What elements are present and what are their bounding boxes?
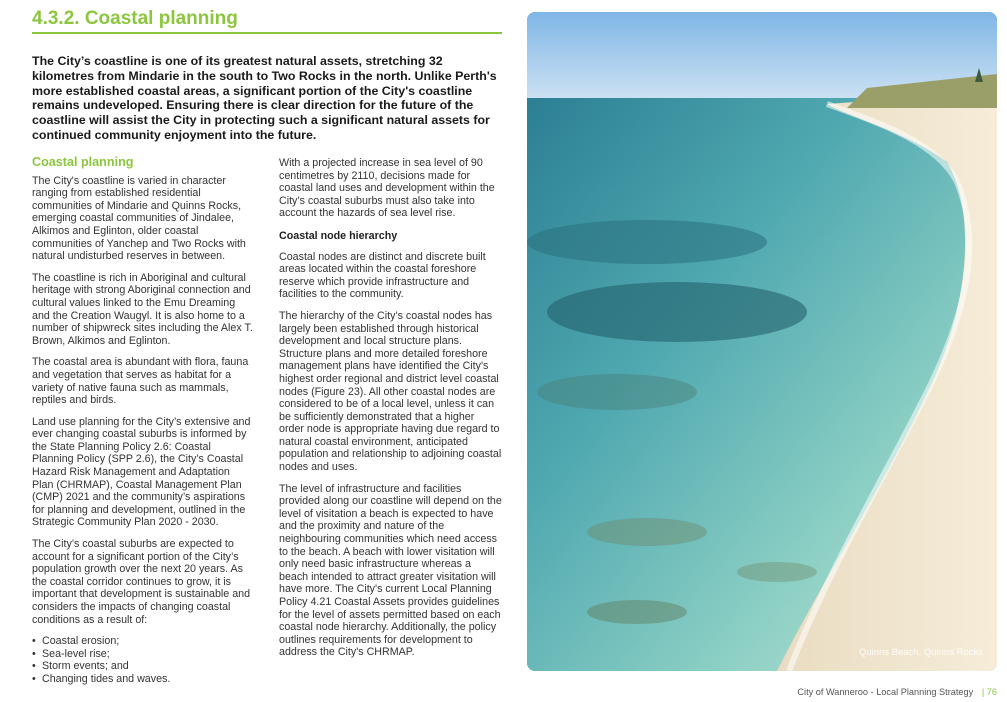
right-paragraph-3: The hierarchy of the City’s coastal nodes has largely been established through historical development and local structure plans. Structure plans and more detailed foreshore management plans have identified the City's highest order regional and district level coastal nodes (Figure 23). All other coastal nodes are considered to be of a local level, unless it can be sufficiently demonstrated that a higher order node is appropriate having due regard to natural coastal environment, anticipated population and relationship to adjoining coastal nodes and uses.	[279, 309, 502, 474]
title-rule	[32, 32, 502, 34]
reef-patch	[737, 562, 817, 582]
left-paragraph-5: The City’s coastal suburbs are expected to account for a significant portion of the City’s population growth over the next 20 years. As the coastal corridor continues to grow, it is important that development is sustainable and considers the impacts of changing coastal conditions as a result of:	[32, 538, 251, 626]
footer-separator: |	[981, 687, 985, 697]
left-paragraph-4: Land use planning for the City’s extensive and ever changing coastal suburbs is informed by the State Planning Policy 2.6: Coastal Planning Policy (SPP 2.6), the City’s Coastal Hazard Risk Management and Adaptation Plan (CHRMAP), Coastal Management Plan (CMP) 2021 and the community’s aspirations for planning and development, outlined in the Strategic Community Plan 2020 - 2030.	[32, 415, 251, 529]
list-item: • Storm events; and	[32, 660, 254, 673]
left-paragraph-1: The City's coastline is varied in character ranging from established residential communities of Mindarie and Quinns Rocks, emerging coastal communities of Jindalee, Alkimos and Eglinton, older coastal communities of Yanchep and Two Rocks with natural undisturbed reserves in between.	[32, 174, 246, 263]
reef-patch	[587, 518, 707, 546]
coastal-planning-heading: Coastal planning	[32, 155, 134, 169]
left-paragraph-2: The coastline is rich in Aboriginal and cultural heritage with strong Aboriginal connection and cultural values linked to the Emu Dreaming and the Creation Waugyl. It is also home to a number of shipwreck sites including the Alex T. Brown, Alkimos and Eglinton.	[32, 271, 253, 347]
photo-caption: Quinns Beach, Quinns Rocks	[858, 647, 983, 658]
intro-paragraph: The City’s coastline is one of its greatest natural assets, stretching 32 kilometres from Mindarie in the south to Two Rocks in the north. Unlike Perth's more established coastal areas, a significant portion of the City's coastline remains undeveloped. Ensuring there is clear direction for the future of the coastline will assist the City in protecting such a significant natural assets for continued community enjoyment into the future.	[32, 54, 497, 142]
section-title: 4.3.2. Coastal planning	[32, 8, 238, 29]
reef-patch	[537, 374, 697, 410]
right-column	[279, 157, 502, 668]
reef-patch	[587, 600, 687, 624]
left-column	[32, 156, 254, 686]
page-footer	[797, 687, 997, 697]
right-paragraph-1: With a projected increase in sea level of 90 centimetres by 2110, decisions made for coastal land uses and development within the City’s coastal suburbs must also take into account the hazards of sea level rise.	[279, 157, 495, 220]
list-item: • Changing tides and waves.	[32, 673, 254, 686]
footer-document-title: City of Wanneroo - Local Planning Strategy	[797, 687, 974, 697]
beach-photo	[527, 12, 997, 671]
beach-illustration	[527, 12, 997, 671]
page-number: 76	[986, 687, 997, 697]
right-paragraph-2: Coastal nodes are distinct and discrete built areas located within the coastal foreshore reserve which provide infrastructure and facilities to the community.	[279, 250, 486, 301]
list-item: • Coastal erosion;	[32, 635, 254, 648]
impacts-list	[32, 635, 254, 685]
left-paragraph-3: The coastal area is abundant with flora, fauna and vegetation that serves as habitat for a variety of native fauna such as mammals, reptiles and birds.	[32, 356, 249, 407]
reef-patch	[547, 282, 807, 342]
reef-patch	[527, 220, 767, 264]
list-item: • Sea-level rise;	[32, 648, 254, 661]
coastal-node-hierarchy-heading: Coastal node hierarchy	[279, 229, 398, 242]
right-paragraph-4: The level of infrastructure and facilities provided along our coastline will depend on the level of visitation a beach is expected to have and the proximity and nature of the neighbouring communities which need access to the beach. A beach with lower visitation will only need basic infrastructure whereas a beach intended to attract greater visitation will have more. The City's current Local Planning Policy 4.21 Coastal Assets provides guidelines for the level of assets permitted based on each coastal node hierarchy. Additionally, the policy outlines requirements for development to address the City's CHRMAP.	[279, 482, 502, 659]
